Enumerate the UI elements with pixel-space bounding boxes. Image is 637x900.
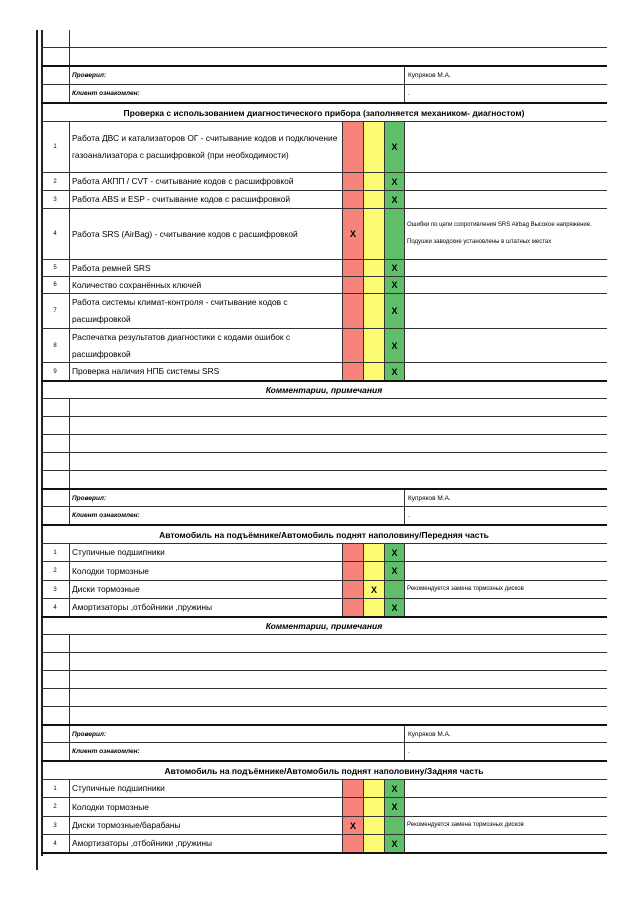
- status-yellow[interactable]: [363, 173, 384, 190]
- row-comment[interactable]: [405, 294, 607, 328]
- row-number: 2: [53, 804, 57, 810]
- mark-x: X: [391, 783, 398, 794]
- status-yellow[interactable]: [363, 780, 384, 797]
- row-comment[interactable]: [405, 191, 607, 208]
- table-row: [41, 599, 607, 616]
- status-red[interactable]: [342, 209, 363, 259]
- row-comment[interactable]: [405, 780, 607, 797]
- mark-x: X: [370, 584, 377, 595]
- row-comment[interactable]: [405, 173, 607, 190]
- row-number: 1: [53, 144, 57, 150]
- row-number: 1: [53, 549, 57, 556]
- row-text: Работа ABS и ESP - считывание кодов с расшифровкой: [69, 191, 342, 208]
- checked-by-label: Проверил:: [69, 726, 405, 742]
- mark-x: X: [391, 547, 398, 558]
- mark-x: X: [391, 366, 398, 377]
- mark-x: X: [391, 142, 398, 152]
- row-text: Проверка наличия НПБ системы SRS: [69, 363, 342, 380]
- status-green[interactable]: [384, 835, 405, 852]
- mark-x: X: [349, 229, 356, 239]
- row-number: 9: [53, 368, 57, 375]
- row-number: 6: [53, 282, 57, 288]
- status-yellow[interactable]: [363, 363, 384, 380]
- table-row: [41, 581, 607, 598]
- comments-title: Комментарии, примечания: [265, 385, 383, 395]
- row-number: 4: [53, 840, 57, 847]
- row-text: Амортизаторы ,отбойники ,пружины: [69, 599, 342, 616]
- status-green[interactable]: [384, 294, 405, 328]
- mark-x: X: [391, 194, 398, 205]
- row-comment[interactable]: [405, 260, 607, 276]
- client-row: [41, 507, 607, 524]
- comment-line: [41, 653, 607, 670]
- status-yellow[interactable]: [363, 562, 384, 580]
- row-text: Количество сохранённых ключей: [69, 277, 342, 293]
- section-title: Автомобиль на подъёмнике/Автомобиль поднят наполовину/Передняя часть: [159, 529, 489, 540]
- row-text: Диски тормозные/барабаны: [69, 817, 342, 834]
- table-row: [41, 363, 607, 380]
- status-green[interactable]: [384, 581, 405, 598]
- table-row: [41, 294, 607, 328]
- status-yellow[interactable]: [363, 817, 384, 834]
- status-red[interactable]: [342, 599, 363, 616]
- status-yellow[interactable]: [363, 209, 384, 259]
- row-text: Колодки тормозные: [69, 562, 342, 580]
- row-comment[interactable]: [405, 329, 607, 362]
- status-red[interactable]: [342, 780, 363, 797]
- status-green[interactable]: [384, 817, 405, 834]
- comment-field[interactable]: [69, 689, 607, 706]
- table-row: [41, 835, 607, 852]
- status-red[interactable]: [342, 191, 363, 208]
- row-text: Работа SRS (AirBag) - считывание кодов с расшифровкой: [69, 209, 342, 259]
- row-comment[interactable]: [405, 363, 607, 380]
- status-yellow[interactable]: [363, 191, 384, 208]
- status-red[interactable]: [342, 798, 363, 816]
- divider: [41, 852, 607, 854]
- mark-x: X: [349, 820, 356, 831]
- status-yellow[interactable]: [363, 835, 384, 852]
- status-yellow[interactable]: [363, 260, 384, 276]
- row-comment[interactable]: Ошибки по цепи сопротивления SRS Airbag Высокое напряжение. Подушки заводские установлены в штатных местах: [407, 222, 592, 245]
- row-text: Распечатка результатов диагностики с кодами ошибок с расшифровкой: [69, 329, 342, 362]
- mark-x: X: [391, 306, 398, 316]
- status-green[interactable]: [384, 209, 405, 259]
- status-red[interactable]: [342, 277, 363, 293]
- comment-line: [41, 453, 607, 470]
- table-row: [41, 191, 607, 208]
- row-comment[interactable]: Рекомендуется замена тормозных дисков: [407, 586, 524, 592]
- status-green[interactable]: [384, 191, 405, 208]
- section-title: Автомобиль на подъёмнике/Автомобиль поднят наполовину/Задняя часть: [164, 765, 484, 776]
- table-row: [41, 173, 607, 190]
- table-row: [41, 329, 607, 362]
- status-green[interactable]: [384, 562, 405, 580]
- row-text: Диски тормозные: [69, 581, 342, 598]
- status-red[interactable]: [342, 173, 363, 190]
- table-row: [41, 562, 607, 580]
- table-row: [41, 798, 607, 816]
- checked-by-label: Проверил:: [69, 67, 405, 84]
- row-number: 5: [53, 265, 57, 271]
- row-text: Работа АКПП / CVT - считывание кодов с расшифровкой: [69, 173, 342, 190]
- status-red[interactable]: [342, 581, 363, 598]
- client-row: [41, 85, 607, 102]
- comment-field[interactable]: [69, 417, 607, 434]
- row-number: 7: [53, 308, 57, 314]
- row-text: Амортизаторы ,отбойники ,пружины: [69, 835, 342, 852]
- mark-x: X: [391, 280, 398, 290]
- comment-line: [41, 399, 607, 416]
- status-red[interactable]: [342, 562, 363, 580]
- comments-title: Комментарии, примечания: [265, 621, 383, 631]
- row-number: 1: [53, 785, 57, 792]
- row-comment[interactable]: Рекомендуется замена тормозных дисков: [407, 822, 524, 828]
- row-text: Ступичные подшипники: [69, 544, 342, 561]
- checked-by-value[interactable]: Купряков М.А.: [408, 494, 451, 502]
- comment-line: [41, 707, 607, 724]
- status-green[interactable]: [384, 260, 405, 276]
- section-title: Проверка с использованием диагностического прибора (заполняется механиком- диагностом): [123, 107, 525, 118]
- checked-by-value[interactable]: Купряков М.А.: [408, 72, 451, 79]
- table-row: [41, 209, 607, 259]
- row-text: Колодки тормозные: [69, 798, 342, 816]
- status-yellow[interactable]: [363, 544, 384, 561]
- comment-line: [41, 471, 607, 488]
- status-red[interactable]: [342, 329, 363, 362]
- row-comment[interactable]: [405, 562, 607, 580]
- table-row: [41, 544, 607, 561]
- row-number: 3: [53, 196, 57, 203]
- status-green[interactable]: [384, 544, 405, 561]
- status-red[interactable]: [342, 817, 363, 834]
- table-row: [41, 780, 607, 797]
- status-yellow[interactable]: [363, 581, 384, 598]
- row-comment[interactable]: [405, 798, 607, 816]
- client-label: Клиент ознакомлен:: [69, 743, 405, 760]
- mark-x: X: [391, 263, 398, 273]
- table-row: [41, 122, 607, 172]
- checked-by-row: [41, 726, 607, 742]
- row-comment[interactable]: [405, 599, 607, 616]
- row-text: Работа ремней SRS: [69, 260, 342, 276]
- row-number: 3: [53, 822, 57, 829]
- comment-line: [41, 689, 607, 706]
- row-number: 3: [53, 586, 57, 593]
- status-green[interactable]: [384, 363, 405, 380]
- row-text: Ступичные подшипники: [69, 780, 342, 797]
- client-label: Клиент ознакомлен:: [69, 85, 405, 102]
- blank-row: [41, 48, 607, 65]
- row-comment[interactable]: [405, 122, 607, 172]
- comment-field[interactable]: [69, 399, 607, 416]
- comment-field[interactable]: [69, 471, 607, 488]
- status-yellow[interactable]: [363, 122, 384, 172]
- comment-line: [41, 635, 607, 652]
- comment-field[interactable]: [69, 707, 607, 724]
- status-yellow[interactable]: [363, 599, 384, 616]
- mark-x: X: [391, 340, 398, 351]
- status-yellow[interactable]: [363, 798, 384, 816]
- row-number: 8: [53, 342, 57, 349]
- blank-cell[interactable]: [69, 30, 607, 47]
- client-row: [41, 743, 607, 760]
- status-yellow[interactable]: [363, 277, 384, 293]
- comment-field[interactable]: [69, 635, 607, 652]
- checked-by-label: Проверил:: [69, 490, 405, 506]
- row-number: 2: [53, 568, 57, 574]
- comment-line: [41, 417, 607, 434]
- client-value[interactable]: .: [408, 748, 410, 755]
- comment-field[interactable]: [69, 671, 607, 688]
- row-text: Работа ДВС и катализаторов ОГ - считывание кодов и подключение газоанализатора с расшифровкой (при необходимости): [69, 122, 342, 172]
- comment-field[interactable]: [69, 453, 607, 470]
- row-text: Работа системы климат-контроля - считывание кодов с расшифровкой: [69, 294, 342, 328]
- mark-x: X: [391, 176, 398, 187]
- table-row: [41, 260, 607, 276]
- checked-by-value[interactable]: Купряков М.А.: [408, 730, 451, 738]
- comment-field[interactable]: [69, 435, 607, 452]
- row-number: 2: [53, 178, 57, 185]
- status-green[interactable]: [384, 277, 405, 293]
- comment-field[interactable]: [69, 653, 607, 670]
- table-row: [41, 277, 607, 293]
- row-number: 4: [53, 231, 57, 237]
- status-yellow[interactable]: [363, 294, 384, 328]
- row-comment[interactable]: [405, 277, 607, 293]
- mark-x: X: [391, 802, 398, 812]
- row-comment[interactable]: [405, 544, 607, 561]
- blank-cell[interactable]: [69, 48, 607, 65]
- mark-x: X: [391, 602, 398, 613]
- status-red[interactable]: [342, 260, 363, 276]
- client-label: Клиент ознакомлен:: [69, 507, 405, 524]
- checked-by-row: [41, 490, 607, 506]
- status-green[interactable]: [384, 329, 405, 362]
- blank-row: [41, 30, 607, 47]
- mark-x: X: [391, 838, 398, 849]
- comment-line: [41, 671, 607, 688]
- comment-line: [41, 435, 607, 452]
- table-row: [41, 817, 607, 834]
- page-border-outer: [36, 30, 38, 870]
- row-number: 4: [53, 604, 57, 611]
- status-green[interactable]: [384, 798, 405, 816]
- status-red[interactable]: [342, 835, 363, 852]
- status-red[interactable]: [342, 544, 363, 561]
- client-value[interactable]: .: [408, 512, 410, 519]
- client-value[interactable]: .: [408, 90, 410, 97]
- status-green[interactable]: [384, 780, 405, 797]
- status-red[interactable]: [342, 363, 363, 380]
- mark-x: X: [391, 566, 398, 576]
- status-green[interactable]: [384, 173, 405, 190]
- status-red[interactable]: [342, 122, 363, 172]
- status-green[interactable]: [384, 122, 405, 172]
- status-red[interactable]: [342, 294, 363, 328]
- status-yellow[interactable]: [363, 329, 384, 362]
- row-comment[interactable]: [405, 835, 607, 852]
- status-green[interactable]: [384, 599, 405, 616]
- checked-by-row: [41, 67, 607, 84]
